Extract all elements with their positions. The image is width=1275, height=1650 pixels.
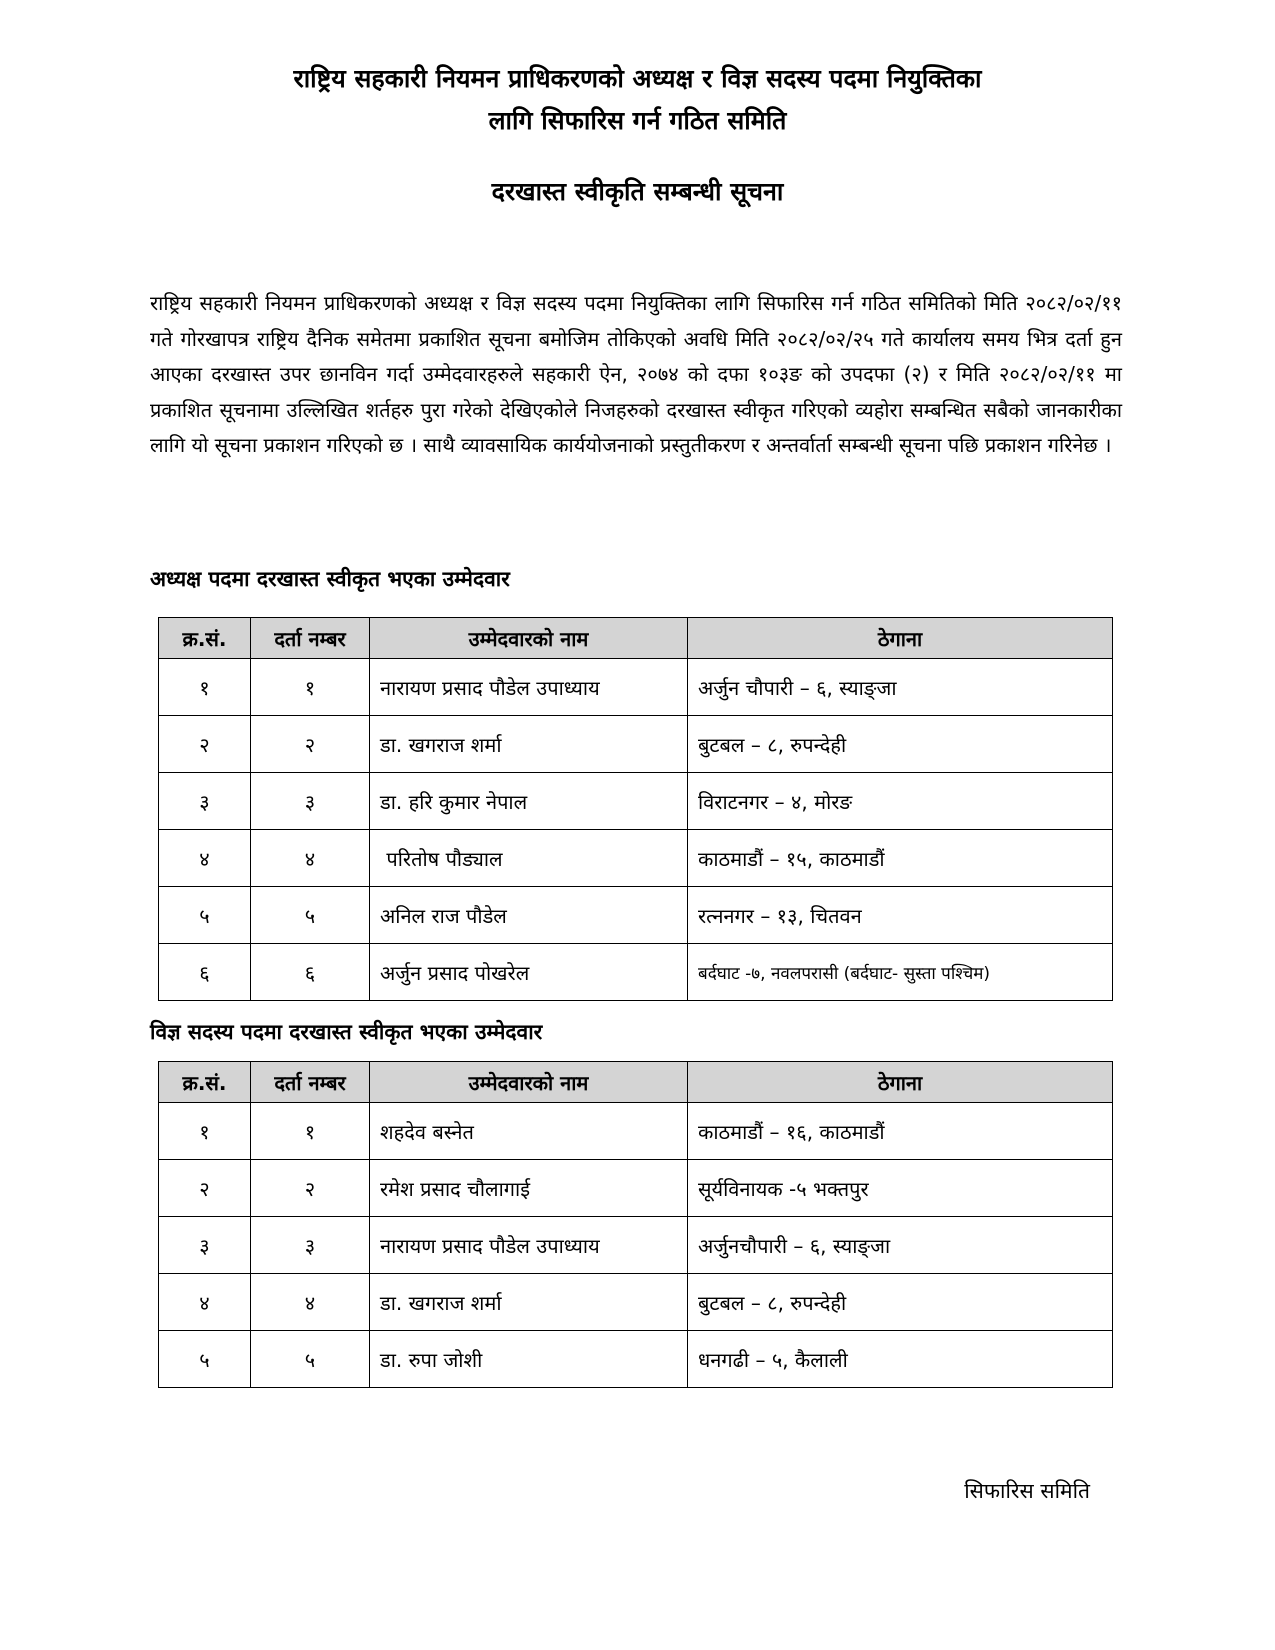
column-header-serial: क्र.सं. — [159, 1062, 251, 1103]
table-row — [159, 887, 1113, 944]
cell-address: काठमाडौं – १५, काठमाडौं — [688, 830, 1113, 887]
cell-name: डा. खगराज शर्मा — [370, 1274, 688, 1331]
cell-address: अर्जुन चौपारी – ६, स्याङ्जा — [688, 659, 1113, 716]
column-header-reg-no: दर्ता नम्बर — [251, 618, 370, 659]
cell-address: सूर्यविनायक -५ भक्तपुर — [688, 1160, 1113, 1217]
cell-reg-no: १ — [251, 659, 370, 716]
cell-address: बर्दघाट -७, नवलपरासी (बर्दघाट- सुस्ता पश्चिम) — [688, 944, 1113, 1001]
cell-address: काठमाडौं – १६, काठमाडौं — [688, 1103, 1113, 1160]
cell-serial: ६ — [159, 944, 251, 1001]
cell-serial: ३ — [159, 1217, 251, 1274]
cell-address: रत्ननगर – १३, चितवन — [688, 887, 1113, 944]
cell-reg-no: १ — [251, 1103, 370, 1160]
notice-subtitle: दरखास्त स्वीकृति सम्बन्धी सूचना — [491, 177, 784, 206]
table-row — [159, 773, 1113, 830]
column-header-reg-no: दर्ता नम्बर — [251, 1062, 370, 1103]
table-row — [159, 1103, 1113, 1160]
cell-name: रमेश प्रसाद चौलागाई — [370, 1160, 688, 1217]
cell-name: डा. रुपा जोशी — [370, 1331, 688, 1388]
cell-serial: १ — [159, 659, 251, 716]
cell-serial: ५ — [159, 887, 251, 944]
cell-serial: ४ — [159, 830, 251, 887]
cell-address: अर्जुनचौपारी – ६, स्याङ्जा — [688, 1217, 1113, 1274]
table-row — [159, 830, 1113, 887]
member-candidates-table — [158, 1061, 1113, 1388]
cell-serial: २ — [159, 716, 251, 773]
cell-reg-no: ४ — [251, 830, 370, 887]
cell-name: डा. हरि कुमार नेपाल — [370, 773, 688, 830]
chair-section-heading: अध्यक्ष पदमा दरखास्त स्वीकृत भएका उम्मेदवार — [150, 567, 510, 591]
cell-reg-no: ५ — [251, 887, 370, 944]
column-header-name: उम्मेदवारको नाम — [370, 1062, 688, 1103]
cell-reg-no: २ — [251, 1160, 370, 1217]
table-row — [159, 1217, 1113, 1274]
column-header-address: ठेगाना — [688, 618, 1113, 659]
cell-reg-no: ६ — [251, 944, 370, 1001]
chair-candidates-table — [158, 617, 1113, 1001]
cell-address: बुटबल – ८, रुपन्देही — [688, 1274, 1113, 1331]
cell-address: विराटनगर – ४, मोरङ — [688, 773, 1113, 830]
cell-serial: ३ — [159, 773, 251, 830]
member-section-heading: विज्ञ सदस्य पदमा दरखास्त स्वीकृत भएका उम्मेदवार — [150, 1020, 543, 1044]
cell-reg-no: ३ — [251, 773, 370, 830]
column-header-name: उम्मेदवारको नाम — [370, 618, 688, 659]
cell-serial: ५ — [159, 1331, 251, 1388]
cell-name: अनिल राज पौडेल — [370, 887, 688, 944]
cell-reg-no: ५ — [251, 1331, 370, 1388]
cell-serial: ४ — [159, 1274, 251, 1331]
cell-reg-no: ३ — [251, 1217, 370, 1274]
notice-body: राष्ट्रिय सहकारी नियमन प्राधिकरणको अध्यक्ष र विज्ञ सदस्य पदमा नियुक्तिका लागि सिफारिस गर्न गठित समितिको मिति २०८२/०२/११ गते गोरखापत्र राष्ट्रिय दैनिक समेतमा प्रकाशित सूचना बमोजिम तोकिएको अवधि मिति २०८२/०२/२५ गते कार्यालय समय भित्र दर्ता हुन आएका दरखास्त उपर छानविन गर्दा उम्मेदवारहरुले सहकारी ऐन, २०७४ को दफा १०३ङ को उपदफा (२) र मिति २०८२/०२/११ मा प्रकाशित सूचनामा उल्लिखित शर्तहरु पुरा गरेको देखिएकोले निजहरुको दरखास्त स्वीकृत गरिएको व्यहोरा सम्बन्धित सबैको जानकारीका लागि यो सूचना प्रकाशन गरिएको छ । साथै व्यावसायिक कार्ययोजनाको प्रस्तुतीकरण र अन्तर्वार्ता सम्बन्धी सूचना पछि प्रकाशन गरिनेछ । — [150, 291, 1122, 457]
cell-name: अर्जुन प्रसाद पोखरेल — [370, 944, 688, 1001]
table-row — [159, 659, 1113, 716]
cell-reg-no: ४ — [251, 1274, 370, 1331]
cell-name: नारायण प्रसाद पौडेल उपाध्याय — [370, 659, 688, 716]
cell-name: शहदेव बस्नेत — [370, 1103, 688, 1160]
cell-name: डा. खगराज शर्मा — [370, 716, 688, 773]
table-row — [159, 716, 1113, 773]
table-header-row — [159, 1062, 1113, 1103]
table-row — [159, 1160, 1113, 1217]
signature-committee: सिफारिस समिति — [964, 1479, 1090, 1503]
cell-name: नारायण प्रसाद पौडेल उपाध्याय — [370, 1217, 688, 1274]
cell-address: बुटबल – ८, रुपन्देही — [688, 716, 1113, 773]
cell-serial: १ — [159, 1103, 251, 1160]
cell-name: परितोष पौड्याल — [370, 830, 688, 887]
table-row — [159, 1274, 1113, 1331]
column-header-address: ठेगाना — [688, 1062, 1113, 1103]
table-row — [159, 944, 1113, 1001]
cell-address: धनगढी – ५, कैलाली — [688, 1331, 1113, 1388]
page-title-line-2: लागि सिफारिस गर्न गठित समिति — [488, 106, 787, 135]
table-row — [159, 1331, 1113, 1388]
cell-serial: २ — [159, 1160, 251, 1217]
column-header-serial: क्र.सं. — [159, 618, 251, 659]
table-header-row — [159, 618, 1113, 659]
page-title-line-1: राष्ट्रिय सहकारी नियमन प्राधिकरणको अध्यक्ष र विज्ञ सदस्य पदमा नियुक्तिका — [293, 64, 982, 93]
cell-reg-no: २ — [251, 716, 370, 773]
